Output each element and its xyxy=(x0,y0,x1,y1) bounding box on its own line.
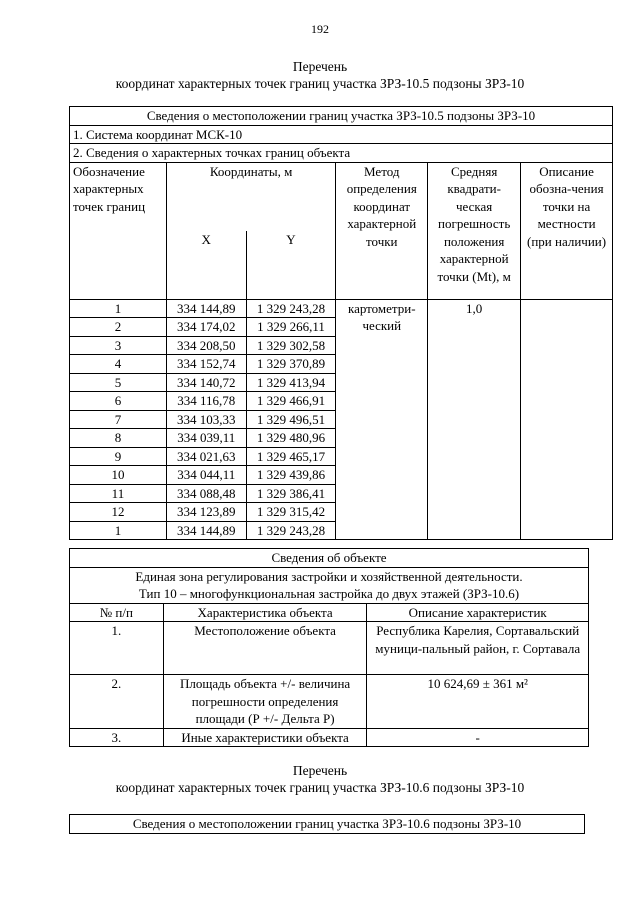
coord-x: 334 088,48 xyxy=(166,484,246,503)
point-number: 5 xyxy=(70,373,167,392)
heading-1-line2: координат характерных точек границ участка ЗРЗ-10.5 подзоны ЗРЗ-10 xyxy=(115,76,525,91)
heading-1 xyxy=(0,58,640,92)
coord-x: 334 123,89 xyxy=(166,503,246,522)
coord-y: 1 329 480,96 xyxy=(246,429,336,448)
row1-characteristic: Местоположение объекта xyxy=(163,622,367,675)
error-value: 1,0 xyxy=(428,299,521,540)
point-number: 11 xyxy=(70,484,167,503)
row2-description: 10 624,69 ± 361 м² xyxy=(367,675,589,729)
table2-zone-line2: Тип 10 – многофункциональная застройка до двух этажей (ЗРЗ-10.6) xyxy=(138,586,520,601)
coord-x: 334 044,11 xyxy=(166,466,246,485)
table1-section1: 1. Система координат МСК-10 xyxy=(70,125,613,144)
coord-x: 334 039,11 xyxy=(166,429,246,448)
description-value xyxy=(521,299,613,540)
coord-y: 1 329 496,51 xyxy=(246,410,336,429)
row3-description: - xyxy=(367,728,589,747)
heading-1-line1: Перечень xyxy=(292,59,348,74)
point-number: 4 xyxy=(70,355,167,374)
coord-y: 1 329 315,42 xyxy=(246,503,336,522)
coord-y: 1 329 413,94 xyxy=(246,373,336,392)
coord-y: 1 329 370,89 xyxy=(246,355,336,374)
coord-x: 334 021,63 xyxy=(166,447,246,466)
row2-num: 2. xyxy=(70,675,164,729)
page-number: 192 xyxy=(311,22,329,36)
header-x: X xyxy=(166,231,246,300)
point-number: 3 xyxy=(70,336,167,355)
table2-zone-line1: Единая зона регулирования застройки и хозяйственной деятельности. xyxy=(135,568,523,584)
coord-x: 334 140,72 xyxy=(166,373,246,392)
point-number: 10 xyxy=(70,466,167,485)
row3-num: 3. xyxy=(70,728,164,747)
point-number: 8 xyxy=(70,429,167,448)
header-error: Средняя квадрати-ческая погрешность положения характерной точки (Mt), м xyxy=(428,162,521,299)
coord-y: 1 329 302,58 xyxy=(246,336,336,355)
coord-y: 1 329 266,11 xyxy=(246,318,336,337)
point-number: 7 xyxy=(70,410,167,429)
row3-characteristic: Иные характеристики объекта xyxy=(163,728,367,747)
row1-num: 1. xyxy=(70,622,164,675)
coord-x: 334 208,50 xyxy=(166,336,246,355)
coord-y: 1 329 466,91 xyxy=(246,392,336,411)
coord-x: 334 144,89 xyxy=(166,299,246,318)
header-description: Описание обозна-чения точки на местности (при наличии) xyxy=(521,162,613,299)
table2-title: Сведения об объекте xyxy=(70,549,589,568)
header-method: Метод определения координат характерной точки xyxy=(336,162,428,299)
coord-y: 1 329 243,28 xyxy=(246,299,336,318)
header-num: № п/п xyxy=(70,603,164,622)
coord-x: 334 174,02 xyxy=(166,318,246,337)
coord-x: 334 144,89 xyxy=(166,521,246,540)
coord-x: 334 103,33 xyxy=(166,410,246,429)
point-number: 6 xyxy=(70,392,167,411)
point-number: 9 xyxy=(70,447,167,466)
heading-2-line1: Перечень xyxy=(292,763,348,778)
object-info-table xyxy=(69,548,589,747)
point-number: 1 xyxy=(70,299,167,318)
table-row xyxy=(70,299,613,318)
table1-section2: 2. Сведения о характерных точках границ объекта xyxy=(70,144,613,163)
table3-title: Сведения о местоположении границ участка ЗРЗ-10.6 подзоны ЗРЗ-10 xyxy=(70,815,585,834)
table1-title: Сведения о местоположении границ участка ЗРЗ-10.5 подзоны ЗРЗ-10 xyxy=(70,107,613,126)
heading-2-line2: координат характерных точек границ участка ЗРЗ-10.6 подзоны ЗРЗ-10 xyxy=(115,780,525,795)
table2-zone xyxy=(70,567,589,603)
coord-x: 334 152,74 xyxy=(166,355,246,374)
coordinates-table-zrz-10-5 xyxy=(69,106,613,540)
point-number: 2 xyxy=(70,318,167,337)
coord-x: 334 116,78 xyxy=(166,392,246,411)
header-coords: Координаты, м xyxy=(166,162,335,231)
coord-y: 1 329 243,28 xyxy=(246,521,336,540)
point-number: 1 xyxy=(70,521,167,540)
heading-2 xyxy=(0,762,640,796)
header-characteristic: Характеристика объекта xyxy=(163,603,367,622)
method-value: картометри-ческий xyxy=(336,299,428,540)
point-number: 12 xyxy=(70,503,167,522)
row2-characteristic: Площадь объекта +/- величина погрешности определения площади (Р +/- Дельта Р) xyxy=(163,675,367,729)
header-char-description: Описание характеристик xyxy=(367,603,589,622)
coord-y: 1 329 439,86 xyxy=(246,466,336,485)
row1-description: Республика Карелия, Сортавальский муници-пальный район, г. Сортавала xyxy=(367,622,589,675)
coord-y: 1 329 386,41 xyxy=(246,484,336,503)
coordinates-table-zrz-10-6 xyxy=(69,814,585,834)
header-designation: Обозначение характерных точек границ xyxy=(70,162,167,299)
coord-y: 1 329 465,17 xyxy=(246,447,336,466)
header-y: Y xyxy=(246,231,336,300)
